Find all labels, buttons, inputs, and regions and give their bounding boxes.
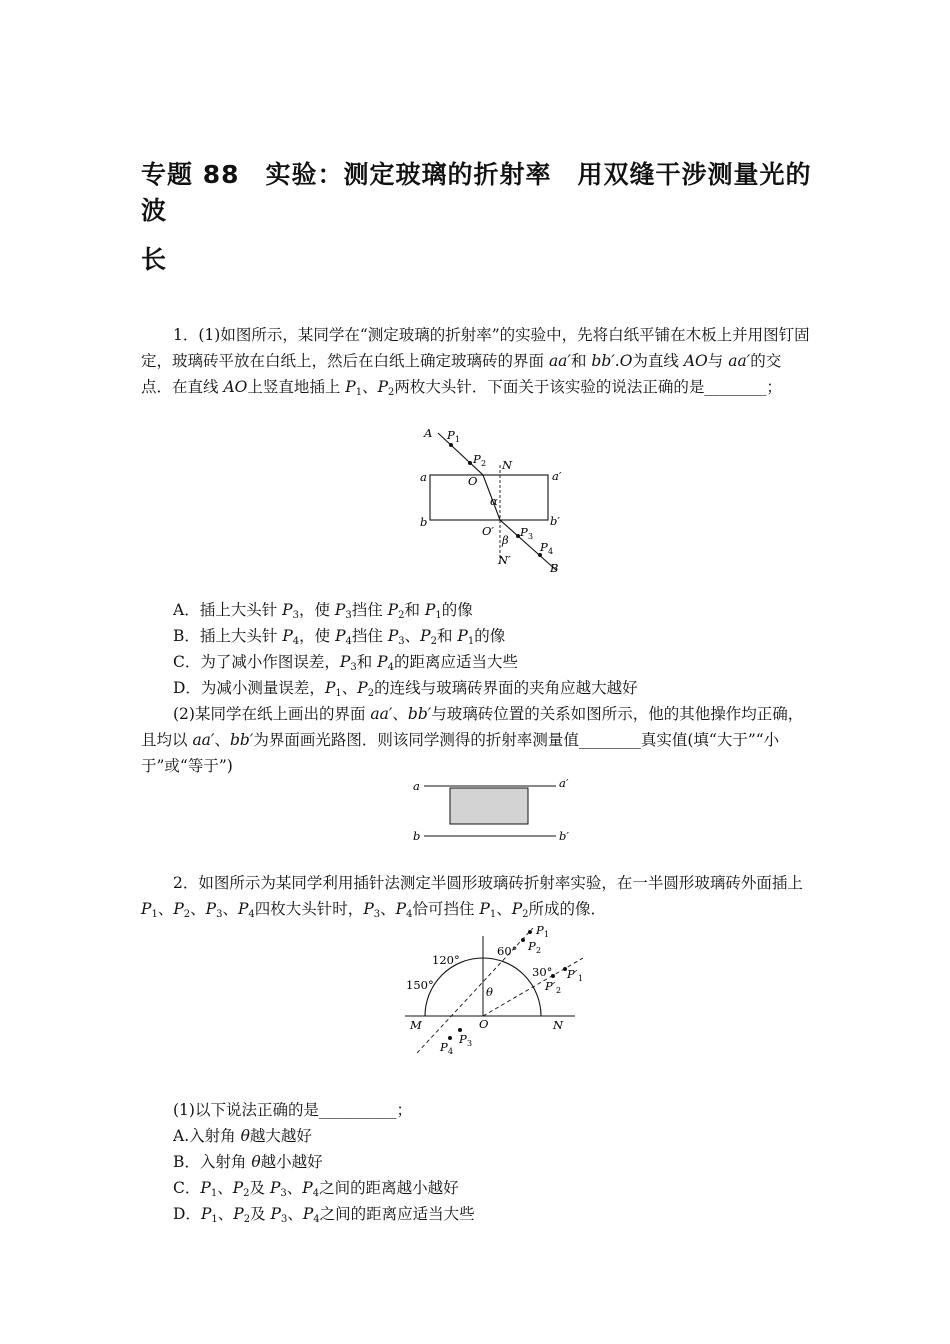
svg-text:3: 3 xyxy=(467,1039,473,1048)
svg-text:4: 4 xyxy=(448,1047,454,1056)
q2-option-a: A.入射角 θ越大越好 xyxy=(173,1127,312,1145)
q2-option-c: C．$P_1$、$P_2$及 $P_3$、$P_4$之间的距离越小越好 xyxy=(173,1179,459,1199)
svg-text:P: P xyxy=(447,428,455,442)
q2-option-d: D．$P_1$、$P_2$及 $P_3$、$P_4$之间的距离应适当大些 xyxy=(173,1205,475,1225)
label-B: B xyxy=(550,561,559,575)
svg-text:P: P xyxy=(440,1040,448,1054)
q2-sub1: (1)以下说法正确的是__________； xyxy=(173,1101,412,1119)
figure-offset-boundaries xyxy=(410,773,580,848)
label-O: O xyxy=(468,474,478,488)
svg-text:2: 2 xyxy=(556,986,562,995)
svg-text:2: 2 xyxy=(536,946,542,955)
figure-semicircle-glass xyxy=(395,918,595,1058)
svg-text:1: 1 xyxy=(544,930,550,939)
label-N: N xyxy=(553,1018,564,1032)
label-O: O xyxy=(479,1017,489,1031)
svg-text:P′: P′ xyxy=(545,979,556,993)
pin-p2 xyxy=(521,938,525,942)
svg-text:1: 1 xyxy=(455,435,461,444)
q1-option-c: C．为了减小作图误差，$P_3$和 $P_4$的距离应适当大些 xyxy=(173,653,518,673)
label-b: b xyxy=(413,829,421,843)
label-150: 150° xyxy=(406,978,434,992)
label-a-prime: a′ xyxy=(559,776,569,790)
svg-text:P′: P′ xyxy=(567,967,578,981)
label-N-prime: N′ xyxy=(498,553,511,567)
q2-stem: 2．如图所示为某同学利用插针法测定半圆形玻璃砖折射率实验，在一半圆形玻璃砖外面插上 $P_1$、$P_2$、$P_3$、$P_4$四枚大头针时，$P_3$、$P_4$恰可挡住 $P_1$、$P_2$所成的像． xyxy=(141,874,803,920)
svg-text:2: 2 xyxy=(481,459,487,468)
svg-text:4: 4 xyxy=(548,547,554,556)
svg-text:P: P xyxy=(459,1032,467,1046)
label-a: a xyxy=(420,470,427,484)
q1-option-a: A．插上大头针 $P_3$，使 $P_3$挡住 $P_2$和 $P_1$的像 xyxy=(173,601,473,621)
page-title-cont: 长 xyxy=(141,245,168,274)
label-alpha: α xyxy=(490,494,498,508)
label-N: N xyxy=(502,458,513,472)
page-title: 专题 88 实验：测定玻璃的折射率 用双缝干涉测量光的波 xyxy=(141,160,812,225)
label-b-prime: b′ xyxy=(559,829,569,843)
label-30: 30° xyxy=(532,965,553,979)
svg-text:P: P xyxy=(520,525,528,539)
label-a-prime: a′ xyxy=(552,469,562,483)
svg-text:3: 3 xyxy=(528,532,534,541)
pin-p4 xyxy=(448,1036,452,1040)
label-60: 60° xyxy=(497,944,518,958)
pin-p2 xyxy=(468,461,472,465)
label-beta: β xyxy=(502,533,509,547)
svg-text:P: P xyxy=(473,452,481,466)
svg-text:P: P xyxy=(540,540,548,554)
label-M: M xyxy=(410,1018,422,1032)
label-O-prime: O′ xyxy=(482,524,495,538)
q1-option-d: D．为减小测量误差，$P_1$、$P_2$的连线与玻璃砖界面的夹角应越大越好 xyxy=(173,679,638,699)
svg-text:1: 1 xyxy=(578,974,584,983)
svg-text:P: P xyxy=(536,923,544,937)
q2-option-b: B．入射角 θ越小越好 xyxy=(173,1153,323,1171)
label-b: b xyxy=(420,515,428,529)
pin-p1 xyxy=(528,930,532,934)
label-a: a xyxy=(413,779,420,793)
q1-part2: (2)某同学在纸上画出的界面 aa′、bb′与玻璃砖位置的关系如图所示，他的其他操作均正确，且均以 aa′、bb′为界面画光路图．则该同学测得的折射率测量值________真实值(填“大于”“小于”或“等于”) xyxy=(141,705,804,775)
label-b-prime: b′ xyxy=(550,514,560,528)
pin-p1 xyxy=(449,443,453,447)
figure-rectangular-glass-refraction xyxy=(410,425,580,577)
label-120: 120° xyxy=(432,953,460,967)
label-A: A xyxy=(424,426,433,440)
label-theta: θ xyxy=(486,985,493,999)
q1-option-b: B．插上大头针 $P_4$，使 $P_4$挡住 $P_3$、$P_2$和 $P_1$的像 xyxy=(173,627,506,647)
q1-stem: 1．(1)如图所示，某同学在“测定玻璃的折射率”的实验中，先将白纸平铺在木板上并用图钉固定，玻璃砖平放在白纸上，然后在白纸上确定玻璃砖的界面 aa′和 bb′.O为直线 AO与 aa′的交点．在直线 AO上竖直地插上 $P_1$、$P_2$两枚大头针．下面关于该实验的说法正确的是________； xyxy=(141,326,810,398)
svg-text:P: P xyxy=(528,939,536,953)
